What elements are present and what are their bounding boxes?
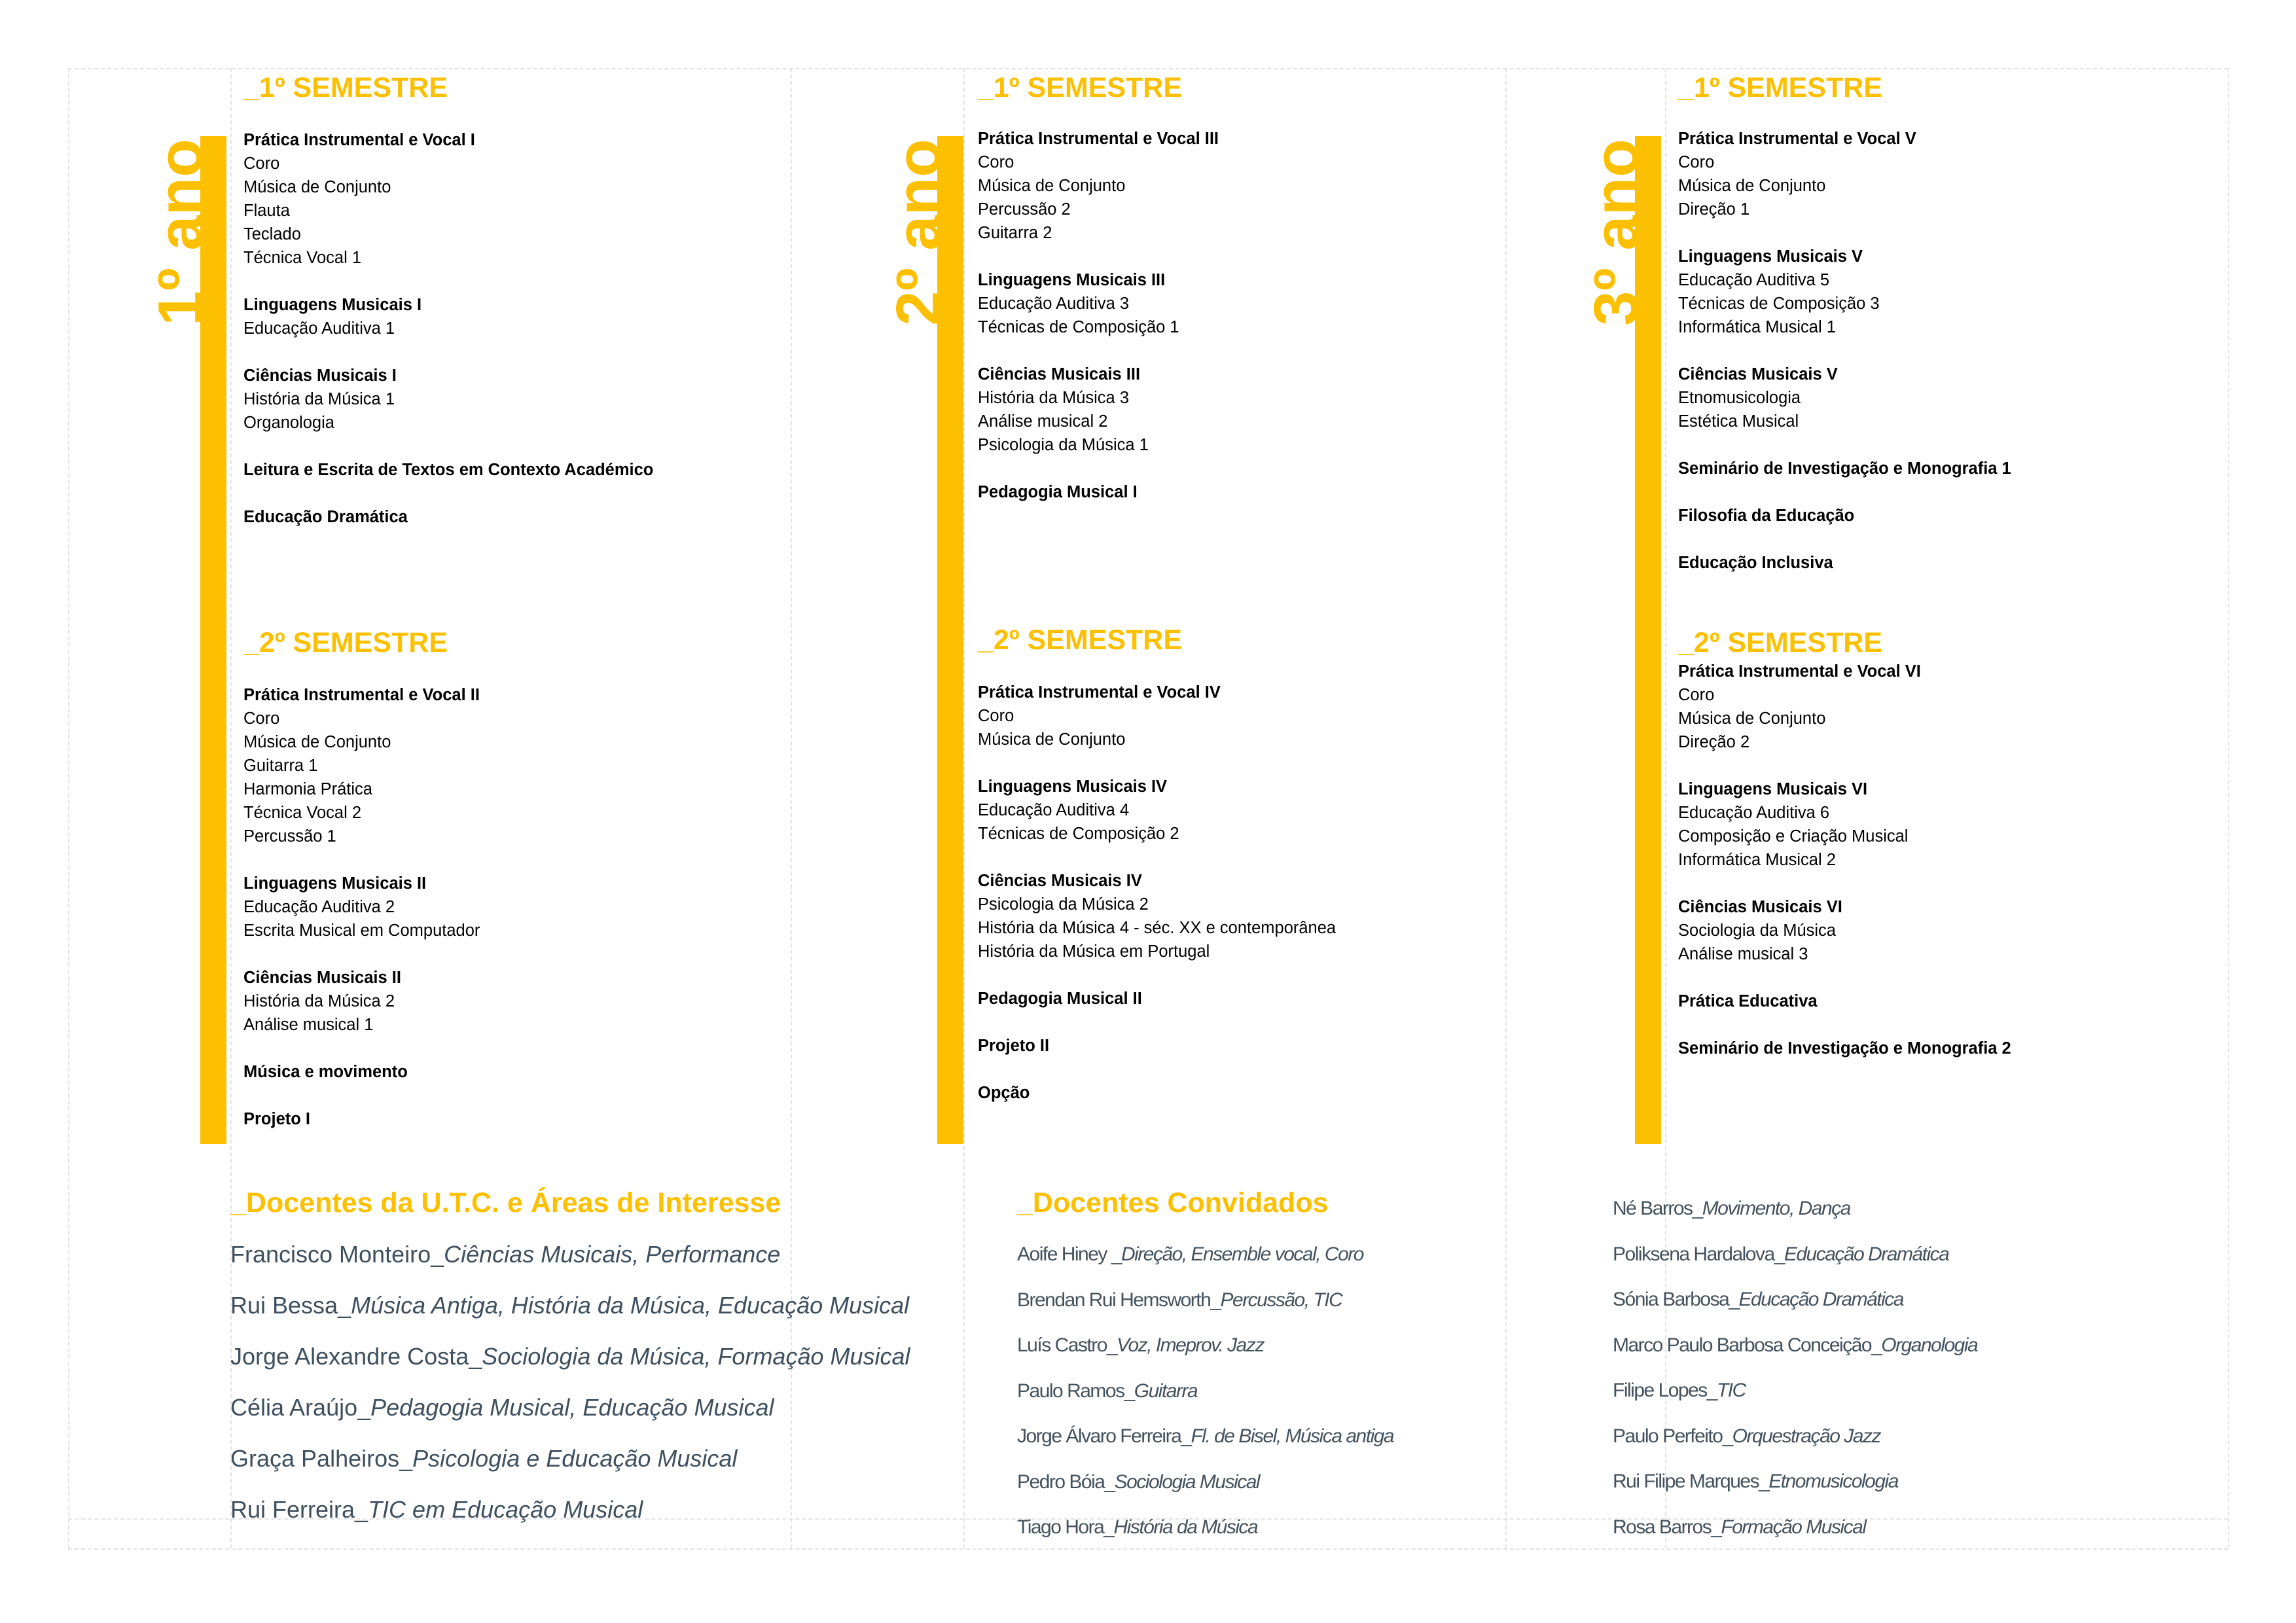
course-group — [1678, 777, 2011, 872]
course-group — [978, 480, 1219, 504]
faculty-areas: Sociologia da Música, Formação Musical — [482, 1343, 910, 1370]
course-item: Direção 1 — [1678, 200, 1750, 219]
faculty-name: Pedro Bóia_ — [1017, 1471, 1115, 1493]
course-group — [1678, 245, 2011, 339]
course-group-title: Pedagogia Musical II — [978, 990, 1142, 1008]
course-group-title: Linguagens Musicais II — [243, 874, 427, 893]
course-item: Música de Conjunto — [243, 733, 391, 751]
course-group-title: Linguagens Musicais IV — [978, 777, 1168, 796]
semester-title: _2º SEMESTRE — [978, 624, 1183, 656]
course-item: Educação Auditiva 1 — [243, 319, 395, 338]
faculty-row — [1017, 1459, 1606, 1505]
course-group-title: Ciências Musicais I — [243, 366, 397, 385]
course-group-title: Prática Instrumental e Vocal V — [1678, 130, 1916, 148]
faculty-row — [1613, 1232, 2202, 1277]
faculty-name: Rosa Barros_ — [1613, 1516, 1721, 1538]
course-group — [243, 872, 480, 942]
faculty-areas: Formação Musical — [1721, 1516, 1866, 1538]
course-group-title: Opção — [978, 1084, 1030, 1102]
course-group-title: Linguagens Musicais VI — [1678, 780, 1868, 798]
course-item: Música de Conjunto — [978, 177, 1126, 195]
course-group-title: Ciências Musicais VI — [1678, 898, 1842, 916]
course-item: Educação Auditiva 6 — [1678, 804, 1830, 822]
course-item: Música de Conjunto — [243, 178, 391, 196]
year-1-semester-2 — [243, 626, 480, 1131]
course-group-title: Música e movimento — [243, 1063, 408, 1081]
course-item: Música de Conjunto — [1678, 177, 1826, 195]
guide-line — [68, 68, 2228, 69]
course-item: Técnicas de Composição 1 — [978, 318, 1179, 336]
faculty-row — [230, 1433, 950, 1484]
year-3-semester-2 — [1678, 626, 2011, 1060]
faculty-name: Né Barros_ — [1613, 1198, 1702, 1219]
faculty-name: Sónia Barbosa_ — [1613, 1289, 1739, 1310]
faculty-areas: Psicologia e Educação Musical — [412, 1445, 738, 1472]
course-group — [243, 1107, 480, 1131]
course-group-title: Educação Inclusiva — [1678, 554, 1833, 572]
course-group-title: Seminário de Investigação e Monografia 2 — [1678, 1039, 2011, 1058]
faculty-row — [1613, 1505, 2202, 1550]
course-item: Educação Auditiva 4 — [978, 801, 1130, 819]
course-group — [978, 1081, 1336, 1105]
course-item: Guitarra 1 — [243, 757, 318, 775]
faculty-row — [1613, 1414, 2202, 1459]
faculty-row — [1613, 1459, 2202, 1505]
course-group-title: Linguagens Musicais I — [243, 296, 422, 314]
course-group — [243, 505, 653, 529]
guest-faculty-list-b — [1613, 1186, 2202, 1550]
course-group-title: Projeto I — [243, 1110, 311, 1128]
faculty-name: Rui Ferreira_ — [230, 1496, 368, 1523]
faculty-name: Francisco Monteiro_ — [230, 1241, 444, 1268]
course-item: História da Música 2 — [243, 992, 395, 1010]
course-group-title: Linguagens Musicais V — [1678, 247, 1863, 266]
faculty-name: Graça Palheiros_ — [230, 1445, 413, 1472]
faculty-row — [230, 1331, 950, 1382]
faculty-row — [230, 1484, 950, 1535]
course-item: História da Música 4 - séc. XX e contemporânea — [978, 919, 1336, 937]
course-group — [978, 987, 1336, 1010]
year-2-semester-1 — [978, 71, 1219, 504]
faculty-row — [1017, 1505, 1606, 1550]
course-group-title: Pedagogia Musical I — [978, 483, 1138, 501]
course-item: Educação Auditiva 2 — [243, 898, 395, 916]
year-1-label: 1º ano — [145, 139, 215, 326]
faculty-row — [1017, 1414, 1606, 1459]
course-item: História da Música 1 — [243, 390, 395, 408]
faculty-areas: Educação Dramática — [1738, 1289, 1903, 1310]
faculty-areas: Organologia — [1881, 1334, 1978, 1356]
faculty-areas: Percussão, TIC — [1220, 1289, 1342, 1311]
guest-faculty-title: _Docentes Convidados — [1017, 1187, 1329, 1219]
faculty-row — [1613, 1186, 2202, 1232]
course-item: História da Música 3 — [978, 389, 1130, 407]
faculty-areas: TIC em Educação Musical — [368, 1496, 643, 1523]
course-item: Estética Musical — [1678, 412, 1799, 431]
course-group — [978, 363, 1219, 457]
course-item: Coro — [1678, 686, 1715, 704]
course-group — [978, 869, 1336, 963]
course-group — [1678, 660, 2011, 754]
year-2-semester-2 — [978, 623, 1336, 1105]
semester-title: _1º SEMESTRE — [243, 72, 448, 103]
course-group-title: Prática Instrumental e Vocal III — [978, 130, 1219, 148]
course-group-title: Ciências Musicais II — [243, 969, 401, 987]
year-1-semester-1 — [243, 71, 653, 529]
course-group-title: Prática Instrumental e Vocal I — [243, 131, 475, 149]
faculty-row — [230, 1382, 950, 1433]
faculty-name: Paulo Perfeito_ — [1613, 1425, 1732, 1447]
faculty-name: Célia Araújo_ — [230, 1394, 371, 1421]
course-group — [243, 128, 653, 270]
course-group-title: Filosofia da Educação — [1678, 507, 1855, 525]
faculty-row — [1017, 1323, 1606, 1368]
course-item: Educação Auditiva 5 — [1678, 271, 1830, 289]
faculty-row — [230, 1280, 950, 1331]
faculty-areas: Etnomusicologia — [1768, 1471, 1898, 1492]
faculty-name: Rui Bessa_ — [230, 1292, 351, 1319]
course-group — [243, 966, 480, 1037]
utc-faculty-title: _Docentes da U.T.C. e Áreas de Interesse — [230, 1187, 781, 1219]
faculty-name: Luís Castro_ — [1017, 1334, 1117, 1356]
course-group-title: Linguagens Musicais III — [978, 271, 1166, 289]
course-item: Análise musical 3 — [1678, 945, 1808, 963]
course-item: Música de Conjunto — [978, 730, 1126, 749]
course-item: Escrita Musical em Computador — [243, 921, 480, 940]
faculty-areas: História da Música — [1113, 1516, 1258, 1538]
course-group — [978, 127, 1219, 245]
course-item: Coro — [1678, 153, 1715, 171]
course-item: Direção 2 — [1678, 733, 1750, 751]
faculty-row — [1613, 1368, 2202, 1414]
course-item: Coro — [243, 154, 280, 173]
course-item: Coro — [978, 153, 1014, 171]
guide-line — [68, 68, 69, 1548]
guide-line — [2228, 68, 2229, 1548]
course-group — [243, 293, 653, 340]
faculty-areas: TIC — [1716, 1380, 1746, 1401]
course-group — [243, 683, 480, 848]
semester-title: _1º SEMESTRE — [978, 72, 1183, 103]
course-group — [1678, 504, 2011, 527]
course-group — [1678, 990, 2011, 1013]
utc-faculty-list — [230, 1229, 950, 1535]
course-item: Informática Musical 1 — [1678, 318, 1836, 336]
faculty-name: Paulo Ramos_ — [1017, 1380, 1134, 1402]
course-group — [243, 364, 653, 435]
course-item: Percussão 1 — [243, 827, 336, 846]
faculty-areas: Ciências Musicais, Performance — [444, 1241, 781, 1268]
course-item: Análise musical 2 — [978, 412, 1108, 431]
course-item: Técnicas de Composição 2 — [978, 825, 1179, 843]
faculty-areas: Guitarra — [1134, 1380, 1198, 1402]
semester-title: _1º SEMESTRE — [1678, 72, 1883, 103]
course-item: Organologia — [243, 414, 334, 432]
faculty-name: Tiago Hora_ — [1017, 1516, 1114, 1538]
faculty-areas: Movimento, Dança — [1702, 1198, 1850, 1219]
course-group — [978, 681, 1336, 751]
course-item: História da Música em Portugal — [978, 942, 1210, 961]
faculty-row — [1613, 1277, 2202, 1323]
faculty-name: Rui Filipe Marques_ — [1613, 1471, 1769, 1492]
faculty-row — [1017, 1232, 1606, 1277]
faculty-row — [230, 1229, 950, 1280]
faculty-areas: Direção, Ensemble vocal, Coro — [1121, 1243, 1363, 1265]
course-group — [243, 458, 653, 482]
course-item: Análise musical 1 — [243, 1016, 374, 1034]
faculty-row — [1017, 1368, 1606, 1414]
faculty-name: Aoife Hiney _ — [1017, 1243, 1121, 1265]
faculty-areas: Música Antiga, História da Música, Educação Musical — [351, 1292, 910, 1319]
course-item: Etnomusicologia — [1678, 389, 1801, 407]
course-item: Teclado — [243, 225, 301, 243]
course-group — [1678, 895, 2011, 966]
faculty-row — [1017, 1277, 1606, 1323]
course-item: Técnicas de Composição 3 — [1678, 294, 1880, 313]
faculty-name: Marco Paulo Barbosa Conceição_ — [1613, 1334, 1882, 1356]
course-item: Harmonia Prática — [243, 780, 372, 798]
course-group — [1678, 1037, 2011, 1060]
course-group — [978, 1034, 1336, 1058]
faculty-areas: Pedagogia Musical, Educação Musical — [370, 1394, 774, 1421]
course-group-title: Ciências Musicais V — [1678, 365, 1838, 383]
faculty-row — [1613, 1323, 2202, 1368]
course-item: Informática Musical 2 — [1678, 851, 1836, 869]
faculty-areas: Educação Dramática — [1784, 1243, 1949, 1265]
faculty-name: Filipe Lopes_ — [1613, 1380, 1717, 1401]
faculty-name: Jorge Alexandre Costa_ — [230, 1343, 482, 1370]
semester-title: _2º SEMESTRE — [243, 627, 448, 658]
course-item: Percussão 2 — [978, 200, 1071, 219]
course-item: Coro — [243, 709, 280, 728]
course-group — [243, 1060, 480, 1084]
course-group-title: Prática Instrumental e Vocal VI — [1678, 662, 1921, 681]
course-group — [1678, 127, 2011, 221]
faculty-areas: Voz, Imeprov. Jazz — [1117, 1334, 1264, 1356]
course-group — [978, 775, 1336, 846]
course-item: Coro — [978, 707, 1014, 725]
course-group — [1678, 457, 2011, 480]
course-group-title: Prática Educativa — [1678, 992, 1818, 1010]
course-group-title: Leitura e Escrita de Textos em Contexto Académico — [243, 461, 654, 479]
course-group-title: Educação Dramática — [243, 508, 408, 526]
course-item: Psicologia da Música 1 — [978, 436, 1149, 454]
faculty-areas: Sociologia Musical — [1114, 1471, 1260, 1493]
guide-line — [963, 68, 965, 1548]
faculty-name: Brendan Rui Hemsworth_ — [1017, 1289, 1221, 1311]
course-group-title: Ciências Musicais III — [978, 365, 1141, 383]
course-group — [978, 268, 1219, 339]
course-item: Guitarra 2 — [978, 224, 1052, 242]
course-item: Técnica Vocal 2 — [243, 804, 362, 822]
year-3-semester-1 — [1678, 71, 2011, 575]
year-2-label: 2º ano — [884, 139, 954, 326]
faculty-name: Jorge Álvaro Ferreira_ — [1017, 1425, 1191, 1447]
faculty-areas: Orquestração Jazz — [1732, 1425, 1880, 1447]
course-group-title: Ciências Musicais IV — [978, 872, 1142, 890]
semester-title: _2º SEMESTRE — [1678, 627, 1883, 658]
course-group-title: Projeto II — [978, 1037, 1050, 1055]
course-item: Psicologia da Música 2 — [978, 895, 1149, 914]
course-group — [1678, 551, 2011, 575]
course-item: Composição e Criação Musical — [1678, 827, 1909, 846]
year-3-label: 3º ano — [1581, 139, 1651, 326]
course-item: Técnica Vocal 1 — [243, 249, 362, 267]
course-item: Música de Conjunto — [1678, 709, 1826, 728]
course-item: Sociologia da Música — [1678, 921, 1836, 940]
course-group — [1678, 363, 2011, 433]
course-item: Flauta — [243, 202, 290, 220]
course-group-title: Prática Instrumental e Vocal II — [243, 686, 480, 704]
course-group-title: Seminário de Investigação e Monografia 1 — [1678, 459, 2011, 478]
guest-faculty-list-a — [1017, 1232, 1606, 1550]
faculty-name: Poliksena Hardalova_ — [1613, 1243, 1784, 1265]
course-item: Educação Auditiva 3 — [978, 294, 1130, 313]
faculty-areas: Fl. de Bisel, Música antiga — [1191, 1425, 1394, 1447]
course-group-title: Prática Instrumental e Vocal IV — [978, 683, 1221, 702]
